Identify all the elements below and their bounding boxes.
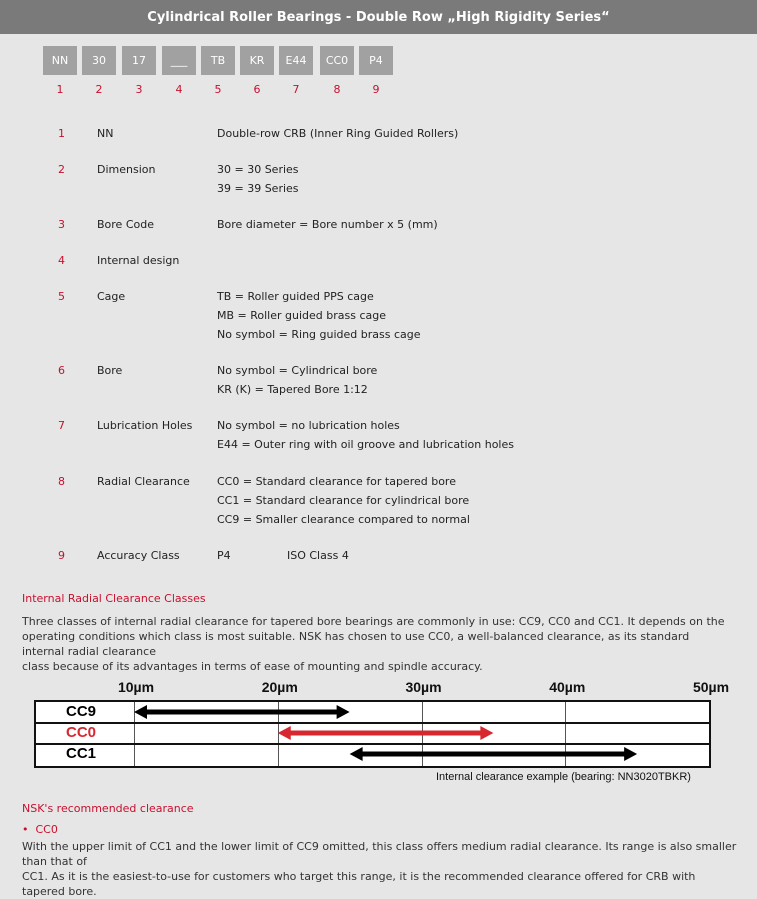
definition-value: CC9 = Smaller clearance compared to normal xyxy=(217,513,470,526)
definition-value: KR (K) = Tapered Bore 1:12 xyxy=(217,383,368,396)
bullet-dot-icon: • xyxy=(22,823,29,836)
clearance-paragraph-line: Three classes of internal radial clearance for tapered bore bearings are commonly in use: CC9, CC0 and CC1. It depends on the xyxy=(22,615,725,628)
code-box: TB xyxy=(201,46,235,75)
definition-value: Bore diameter = Bore number x 5 (mm) xyxy=(217,218,438,231)
recommendation-paragraph-line: CC1. As it is the easiest-to-use for customers who target this range, it is the recommended clearance offered for CRB with tapered bore. xyxy=(22,870,696,898)
recommendation-paragraph-line: With the upper limit of CC1 and the lower limit of CC9 omitted, this class offers medium radial clearance. Its range is also smaller than that of xyxy=(22,840,737,868)
definition-value: 39 = 39 Series xyxy=(217,182,299,195)
definition-extra: ISO Class 4 xyxy=(287,549,349,562)
range-arrow-cc0 xyxy=(278,726,494,740)
definition-name: Bore Code xyxy=(97,218,154,231)
recommendation-bullet xyxy=(22,823,58,836)
definition-value: MB = Roller guided brass cage xyxy=(217,309,387,322)
range-arrow-cc9 xyxy=(134,705,350,719)
recommendation-heading: NSK's recommended clearance xyxy=(22,802,194,815)
definition-number: 6 xyxy=(58,364,65,377)
clearance-chart xyxy=(34,700,711,768)
clearance-paragraph-line: operating conditions which class is most suitable. NSK has chosen to use CC0, a well-balanced clearance, as its standard xyxy=(22,630,690,643)
row-label-cc1: CC1 xyxy=(66,745,97,762)
definition-name: Radial Clearance xyxy=(97,475,190,488)
page-title: Cylindrical Roller Bearings - Double Row „High Rigidity Series“ xyxy=(0,0,757,34)
scale-tick-label: 20µm xyxy=(261,679,298,695)
code-number: 1 xyxy=(56,83,64,96)
code-number: 3 xyxy=(135,83,143,96)
code-number: 9 xyxy=(372,83,380,96)
definition-name: Cage xyxy=(97,290,126,303)
scale-tick-label: 30µm xyxy=(405,679,442,695)
scale-tick-label: 50µm xyxy=(692,679,730,695)
code-number: 2 xyxy=(95,83,103,96)
definition-name: NN xyxy=(97,127,114,140)
definition-value: Double-row CRB (Inner Ring Guided Rollers) xyxy=(217,127,459,140)
code-number: 6 xyxy=(253,83,261,96)
code-box: KR xyxy=(240,46,274,75)
code-box: 30 xyxy=(82,46,116,75)
row-label-cc9: CC9 xyxy=(66,703,97,720)
definition-value: No symbol = no lubrication holes xyxy=(217,419,400,432)
code-number: 5 xyxy=(214,83,222,96)
definition-number: 1 xyxy=(58,127,65,140)
definition-number: 7 xyxy=(58,419,65,432)
definition-value: No symbol = Ring guided brass cage xyxy=(217,328,421,341)
clearance-heading: Internal Radial Clearance Classes xyxy=(22,592,206,605)
definition-name: Dimension xyxy=(97,163,156,176)
code-box: E44 xyxy=(279,46,313,75)
scale-tick-label: 10µm xyxy=(117,679,155,695)
code-box: CC0 xyxy=(320,46,354,75)
code-box: P4 xyxy=(359,46,393,75)
clearance-paragraph-line: internal radial clearance xyxy=(22,645,156,658)
clearance-ranges xyxy=(36,702,709,766)
code-box: NN xyxy=(43,46,77,75)
scale-tick-label: 40µm xyxy=(549,679,586,695)
definition-name: Bore xyxy=(97,364,123,377)
definition-name: Lubrication Holes xyxy=(97,419,193,432)
range-arrow-cc1 xyxy=(350,747,638,761)
definition-number: 5 xyxy=(58,290,65,303)
definition-name: Accuracy Class xyxy=(97,549,180,562)
definition-number: 9 xyxy=(58,549,65,562)
row-label-cc0: CC0 xyxy=(66,724,97,741)
chart-caption: Internal clearance example (bearing: NN3020TBKR) xyxy=(436,771,691,783)
recommendation-bullet-label: CC0 xyxy=(35,823,58,836)
definition-number: 2 xyxy=(58,163,65,176)
definition-value: CC1 = Standard clearance for cylindrical bore xyxy=(217,494,470,507)
definition-value: E44 = Outer ring with oil groove and lubrication holes xyxy=(217,438,514,451)
clearance-paragraph xyxy=(22,614,737,674)
code-box: ___ xyxy=(162,46,196,75)
recommendation-paragraph xyxy=(22,839,737,899)
code-number: 8 xyxy=(333,83,341,96)
definition-value: No symbol = Cylindrical bore xyxy=(217,364,378,377)
definition-number: 8 xyxy=(58,475,65,488)
definition-value: 30 = 30 Series xyxy=(217,163,299,176)
definition-value: CC0 = Standard clearance for tapered bore xyxy=(217,475,456,488)
definition-value: P4 xyxy=(217,549,231,562)
code-box: 17 xyxy=(122,46,156,75)
definition-number: 4 xyxy=(58,254,65,267)
clearance-paragraph-line: class because of its advantages in terms of ease of mounting and spindle accuracy. xyxy=(22,660,483,673)
definition-number: 3 xyxy=(58,218,65,231)
definition-value: TB = Roller guided PPS cage xyxy=(217,290,374,303)
code-number: 4 xyxy=(175,83,183,96)
code-number: 7 xyxy=(292,83,300,96)
definition-name: Internal design xyxy=(97,254,180,267)
